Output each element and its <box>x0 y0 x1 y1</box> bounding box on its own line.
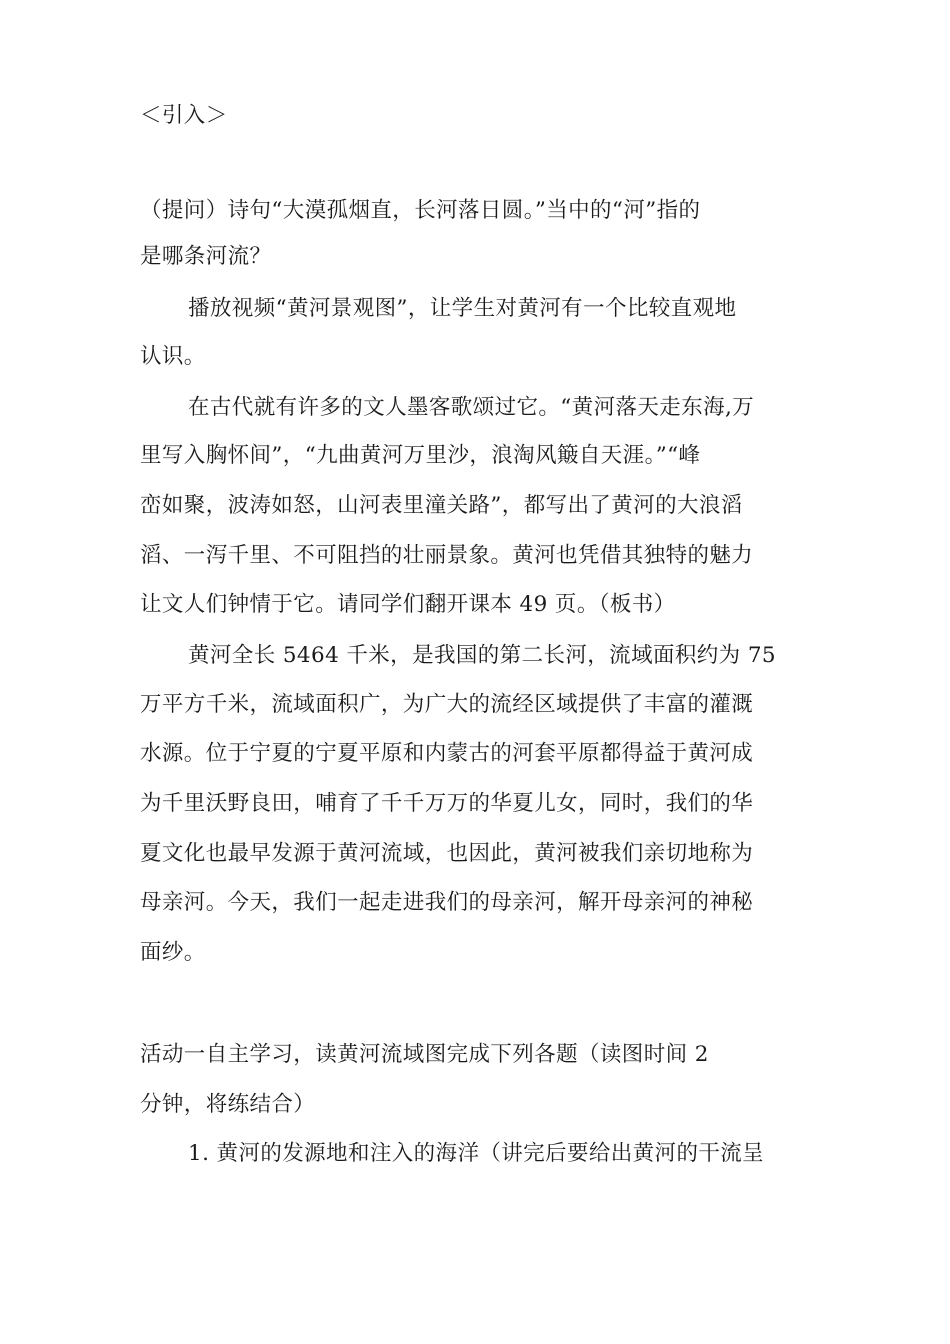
river-paragraph-line: 面纱。 <box>140 940 206 965</box>
river-paragraph-line: 万平方千米，流域面积广，为广大的流经区域提供了丰富的灌溉 <box>140 692 754 717</box>
poem-paragraph-line: 里写入胸怀间”，“九曲黄河万里沙，浪淘风簸自天涯。”“峰 <box>140 443 701 468</box>
river-paragraph-line: 水源。位于宁夏的宁夏平原和内蒙古的河套平原都得益于黄河成 <box>140 741 754 766</box>
question-paragraph-line: 是哪条河流？ <box>140 244 272 269</box>
question-paragraph-line: （提问）诗句“大漠孤烟直，长河落日圆。”当中的“河”指的 <box>140 198 701 223</box>
intro-heading: ＜引入＞ <box>140 103 228 128</box>
activity-heading-line: 分钟，将练结合） <box>140 1092 316 1117</box>
activity-heading-line: 活动一自主学习，读黄河流域图完成下列各题（读图时间 2 <box>140 1042 709 1067</box>
river-paragraph-line: 黄河全长 5464 千米，是我国的第二长河，流域面积约为 75 <box>188 643 776 668</box>
list-item-line: 1. 黄河的发源地和注入的海洋（讲完后要给出黄河的干流呈 <box>188 1141 765 1166</box>
river-paragraph-line: 母亲河。今天，我们一起走进我们的母亲河，解开母亲河的神秘 <box>140 890 754 915</box>
river-paragraph-line: 夏文化也最早发源于黄河流域，也因此，黄河被我们亲切地称为 <box>140 841 754 866</box>
poem-paragraph-line: 让文人们钟情于它。请同学们翻开课本 49 页。（板书） <box>140 592 676 617</box>
video-paragraph-line: 播放视频“黄河景观图”，让学生对黄河有一个比较直观地 <box>188 296 737 321</box>
river-paragraph-line: 为千里沃野良田，哺育了千千万万的华夏儿女，同时，我们的华 <box>140 791 754 816</box>
video-paragraph-line: 认识。 <box>140 344 206 369</box>
poem-paragraph-line: 滔、一泻千里、不可阻挡的壮丽景象。黄河也凭借其独特的魅力 <box>140 543 754 568</box>
poem-paragraph-line: 峦如聚，波涛如怒，山河表里潼关路”，都写出了黄河的大浪滔 <box>140 493 743 518</box>
poem-paragraph-line: 在古代就有许多的文人墨客歌颂过它。“黄河落天走东海,万 <box>188 395 755 420</box>
